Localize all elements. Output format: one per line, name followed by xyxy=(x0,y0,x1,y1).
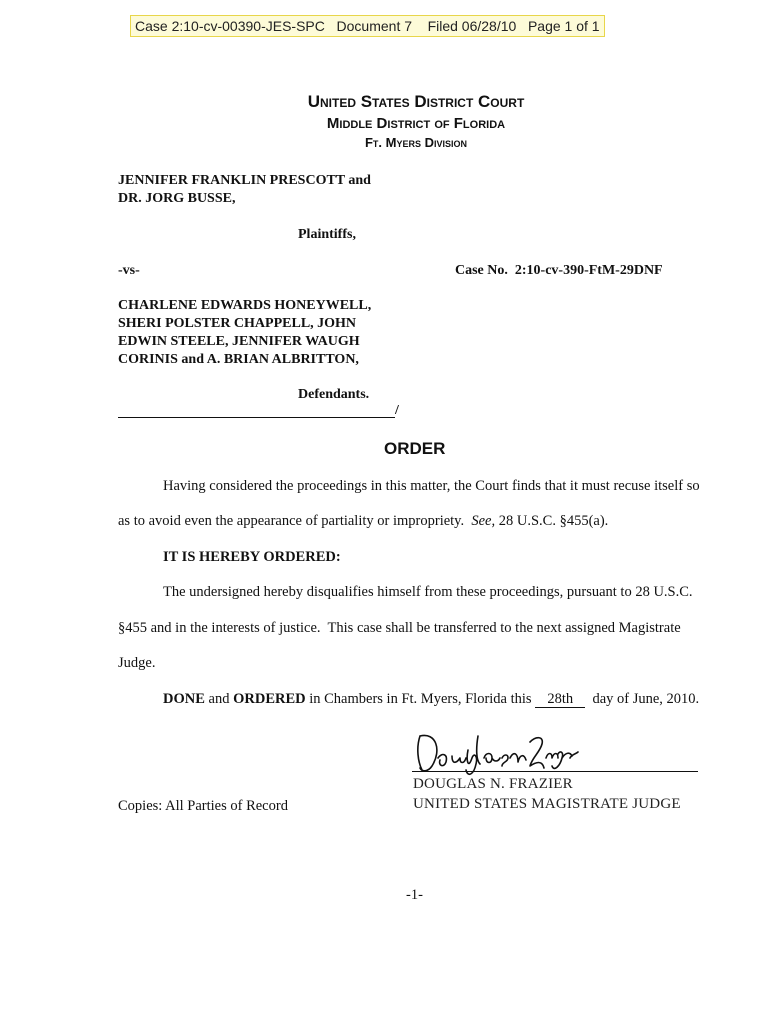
versus-label: -vs- xyxy=(118,263,140,278)
defendants-line-1: CHARLENE EDWARDS HONEYWELL, xyxy=(118,298,372,313)
case-header-stamp: Case 2:10-cv-00390-JES-SPC Document 7 Filed 06/28/10 Page 1 of 1 xyxy=(130,15,605,37)
defendants-line-3: EDWIN STEELE, JENNIFER WAUGH xyxy=(118,334,360,349)
paragraph-1-line-1: Having considered the proceedings in this matter, the Court finds that it must recuse itself so xyxy=(163,478,700,494)
paragraph-2-line-2: §455 and in the interests of justice. This case shall be transferred to the next assigned Magistrate xyxy=(118,620,681,636)
order-title: ORDER xyxy=(384,439,446,458)
plaintiffs-label: Plaintiffs, xyxy=(298,227,356,242)
plaintiffs-line-1: JENNIFER FRANKLIN PRESCOTT and xyxy=(118,173,371,188)
court-division: Ft. Myers Division xyxy=(364,135,467,150)
day-blank: 28th xyxy=(535,692,585,708)
defendants-line-2: SHERI POLSTER CHAPPELL, JOHN xyxy=(118,316,357,331)
caption-rule xyxy=(118,417,395,418)
defendants-line-4: CORINIS and A. BRIAN ALBRITTON, xyxy=(118,352,359,367)
plaintiffs-line-2: DR. JORG BUSSE, xyxy=(118,191,236,206)
page-number: -1- xyxy=(406,887,423,903)
see-signal: See, xyxy=(471,513,496,529)
ordered-heading: IT IS HEREBY ORDERED: xyxy=(163,549,341,565)
signature-line xyxy=(412,771,698,772)
paragraph-2-line-3: Judge. xyxy=(118,655,156,671)
caption-rule-slash: / xyxy=(395,403,399,418)
paragraph-1-line-2: as to avoid even the appearance of partiality or impropriety. See, 28 U.S.C. §455(a). xyxy=(118,513,609,529)
court-district: Middle District of Florida xyxy=(326,115,506,132)
judge-title: UNITED STATES MAGISTRATE JUDGE xyxy=(413,796,681,812)
defendants-label: Defendants. xyxy=(298,387,370,402)
copies-line: Copies: All Parties of Record xyxy=(118,798,288,814)
paragraph-2-line-1: The undersigned hereby disqualifies himself from these proceedings, pursuant to 28 U.S.C. xyxy=(163,584,693,600)
court-name: United States District Court xyxy=(307,92,525,111)
done-and-ordered-line: DONE and ORDERED in Chambers in Ft. Myers, Florida this 28th day of June, 2010. xyxy=(163,691,700,707)
judge-name: DOUGLAS N. FRAZIER xyxy=(413,776,573,792)
case-number: Case No. 2:10-cv-390-FtM-29DNF xyxy=(455,263,663,278)
